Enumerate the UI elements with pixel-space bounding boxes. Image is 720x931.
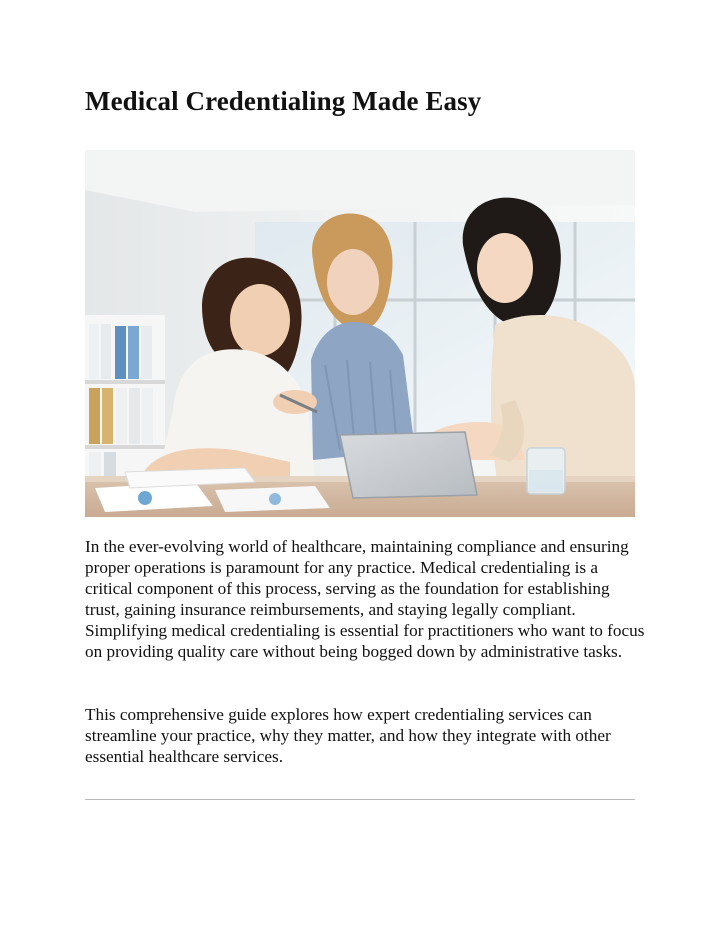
hero-image	[85, 150, 635, 517]
page-title: Medical Credentialing Made Easy	[85, 86, 482, 116]
intro-paragraph: In the ever-evolving world of healthcare, maintaining compliance and ensuring proper operations is paramount for any practice. Medical credentialing is a critical component of this process, serving as the foundation for establishing trust, gaining insurance reimbursements, and staying legally compliant. Simplifying medical credentialing is essential for practitioners who want to focus on providing quality care without being bogged down by administrative tasks.	[85, 537, 645, 661]
guide-paragraph: This comprehensive guide explores how expert credentialing services can streamline your practice, why they matter, and how they integrate with other essential healthcare services.	[85, 705, 611, 766]
section-divider	[85, 799, 635, 800]
